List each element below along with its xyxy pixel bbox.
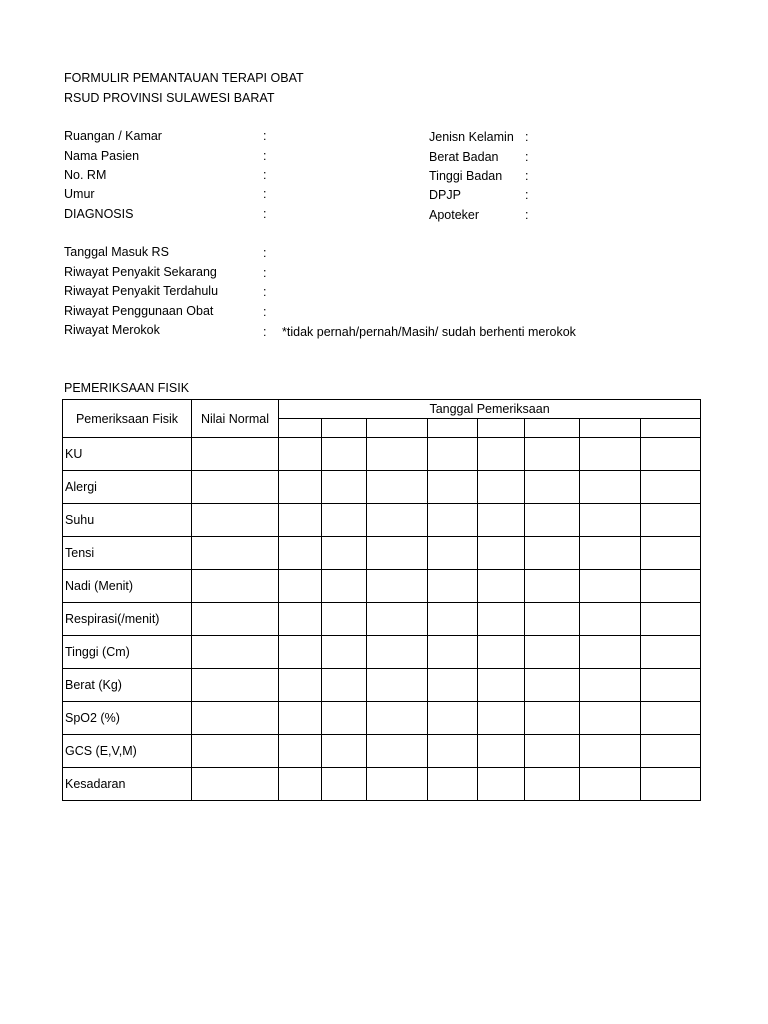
exam-date-cell[interactable]: [322, 669, 367, 702]
exam-date-cell[interactable]: [641, 537, 701, 570]
exam-date-cell[interactable]: [580, 438, 641, 471]
field-colon: :: [263, 207, 267, 221]
exam-date-cell[interactable]: [428, 504, 478, 537]
table-row: [63, 636, 701, 669]
table-row: [63, 603, 701, 636]
exam-item-label: Respirasi(/menit): [63, 603, 192, 636]
exam-date-cell[interactable]: [322, 702, 367, 735]
field-colon: :: [263, 246, 267, 260]
exam-date-cell[interactable]: [580, 570, 641, 603]
field-label-jenis-kelamin: Jenisn Kelamin: [429, 130, 514, 144]
exam-date-cell[interactable]: [641, 438, 701, 471]
exam-item-label: Tensi: [63, 537, 192, 570]
exam-date-cell[interactable]: [279, 438, 322, 471]
normal-value-cell[interactable]: [192, 702, 279, 735]
field-label-dpjp: DPJP: [429, 188, 461, 202]
smoking-options-note: *tidak pernah/pernah/Masih/ sudah berhenti merokok: [282, 325, 576, 339]
exam-item-label: Berat (Kg): [63, 669, 192, 702]
date-header-cell[interactable]: [367, 419, 428, 438]
table-row: [63, 504, 701, 537]
exam-table-body: [63, 438, 701, 801]
date-header-cell[interactable]: [580, 419, 641, 438]
date-header-cell[interactable]: [322, 419, 367, 438]
exam-date-cell[interactable]: [478, 669, 525, 702]
exam-date-cell[interactable]: [641, 603, 701, 636]
exam-date-cell[interactable]: [641, 636, 701, 669]
table-row: [63, 669, 701, 702]
exam-date-cell[interactable]: [367, 702, 428, 735]
exam-date-cell[interactable]: [367, 537, 428, 570]
physical-exam-table: [62, 399, 701, 801]
exam-date-cell[interactable]: [367, 636, 428, 669]
exam-date-cell[interactable]: [322, 471, 367, 504]
exam-date-cell[interactable]: [279, 471, 322, 504]
exam-item-label: SpO2 (%): [63, 702, 192, 735]
exam-item-label: Alergi: [63, 471, 192, 504]
exam-date-cell[interactable]: [428, 669, 478, 702]
table-row: [63, 537, 701, 570]
exam-date-cell[interactable]: [525, 603, 580, 636]
exam-date-cell[interactable]: [525, 570, 580, 603]
normal-value-cell[interactable]: [192, 669, 279, 702]
field-colon: :: [263, 266, 267, 280]
field-colon: :: [263, 129, 267, 143]
table-row: [63, 438, 701, 471]
exam-date-cell[interactable]: [428, 735, 478, 768]
exam-date-cell[interactable]: [428, 603, 478, 636]
exam-date-cell[interactable]: [367, 570, 428, 603]
section-title-pemeriksaan-fisik: PEMERIKSAAN FISIK: [64, 381, 190, 395]
normal-value-cell[interactable]: [192, 504, 279, 537]
field-colon: :: [263, 149, 267, 163]
exam-date-cell[interactable]: [641, 735, 701, 768]
field-colon: :: [263, 325, 267, 339]
date-header-cell[interactable]: [478, 419, 525, 438]
exam-date-cell[interactable]: [322, 603, 367, 636]
exam-date-cell[interactable]: [367, 438, 428, 471]
exam-date-cell[interactable]: [428, 768, 478, 801]
normal-value-cell[interactable]: [192, 570, 279, 603]
exam-date-cell[interactable]: [641, 570, 701, 603]
exam-date-cell[interactable]: [525, 768, 580, 801]
exam-date-cell[interactable]: [322, 768, 367, 801]
exam-date-cell[interactable]: [279, 570, 322, 603]
exam-date-cell[interactable]: [580, 702, 641, 735]
exam-date-cell[interactable]: [580, 471, 641, 504]
form-title: FORMULIR PEMANTAUAN TERAPI OBAT: [64, 71, 304, 85]
field-colon: :: [525, 188, 529, 202]
exam-date-cell[interactable]: [478, 438, 525, 471]
normal-value-cell[interactable]: [192, 768, 279, 801]
date-header-cell[interactable]: [641, 419, 701, 438]
table-row: [63, 768, 701, 801]
column-header-pemeriksaan-fisik: Pemeriksaan Fisik: [63, 400, 192, 438]
exam-date-cell[interactable]: [580, 603, 641, 636]
exam-date-cell[interactable]: [367, 768, 428, 801]
column-header-tanggal-pemeriksaan: Tanggal Pemeriksaan: [279, 400, 701, 419]
exam-date-cell[interactable]: [478, 570, 525, 603]
table-header-row: [63, 400, 701, 419]
field-colon: :: [525, 130, 529, 144]
field-label-riwayat-merokok: Riwayat Merokok: [64, 323, 160, 337]
exam-date-cell[interactable]: [580, 735, 641, 768]
table-row: [63, 570, 701, 603]
exam-date-cell[interactable]: [279, 735, 322, 768]
exam-date-cell[interactable]: [641, 702, 701, 735]
exam-item-label: Suhu: [63, 504, 192, 537]
normal-value-cell[interactable]: [192, 471, 279, 504]
exam-date-cell[interactable]: [279, 504, 322, 537]
table-row: [63, 471, 701, 504]
field-label-penggunaan-obat: Riwayat Penggunaan Obat: [64, 304, 214, 318]
normal-value-cell[interactable]: [192, 735, 279, 768]
field-colon: :: [525, 169, 529, 183]
exam-date-cell[interactable]: [525, 537, 580, 570]
exam-date-cell[interactable]: [428, 570, 478, 603]
exam-date-cell[interactable]: [367, 735, 428, 768]
field-label-apoteker: Apoteker: [429, 208, 480, 222]
field-colon: :: [263, 187, 267, 201]
column-header-nilai-normal: Nilai Normal: [192, 400, 279, 438]
field-colon: :: [525, 150, 529, 164]
normal-value-cell[interactable]: [192, 603, 279, 636]
hospital-name: RSUD PROVINSI SULAWESI BARAT: [64, 91, 275, 105]
exam-date-cell[interactable]: [478, 471, 525, 504]
exam-date-cell[interactable]: [367, 669, 428, 702]
exam-date-cell[interactable]: [428, 702, 478, 735]
field-colon: :: [525, 208, 529, 222]
exam-date-cell[interactable]: [580, 669, 641, 702]
exam-date-cell[interactable]: [322, 537, 367, 570]
exam-date-cell[interactable]: [367, 603, 428, 636]
date-header-cell[interactable]: [428, 419, 478, 438]
exam-date-cell[interactable]: [367, 504, 428, 537]
exam-date-cell[interactable]: [322, 735, 367, 768]
exam-date-cell[interactable]: [525, 735, 580, 768]
date-header-cell[interactable]: [525, 419, 580, 438]
exam-date-cell[interactable]: [641, 471, 701, 504]
exam-date-cell[interactable]: [367, 471, 428, 504]
field-colon: :: [263, 168, 267, 182]
exam-date-cell[interactable]: [641, 768, 701, 801]
exam-date-cell[interactable]: [428, 438, 478, 471]
exam-date-cell[interactable]: [478, 702, 525, 735]
exam-date-cell[interactable]: [478, 636, 525, 669]
exam-date-cell[interactable]: [428, 471, 478, 504]
field-colon: :: [263, 285, 267, 299]
field-label-ruangan: Ruangan / Kamar: [64, 129, 162, 143]
exam-item-label: GCS (E,V,M): [63, 735, 192, 768]
date-header-cell[interactable]: [279, 419, 322, 438]
normal-value-cell[interactable]: [192, 438, 279, 471]
exam-date-cell[interactable]: [279, 603, 322, 636]
exam-date-cell[interactable]: [580, 768, 641, 801]
exam-date-cell[interactable]: [580, 636, 641, 669]
exam-date-cell[interactable]: [641, 669, 701, 702]
field-label-tinggi-badan: Tinggi Badan: [429, 169, 503, 183]
field-label-penyakit-sekarang: Riwayat Penyakit Sekarang: [64, 265, 217, 279]
exam-date-cell[interactable]: [279, 669, 322, 702]
exam-date-cell[interactable]: [279, 537, 322, 570]
exam-date-cell[interactable]: [322, 504, 367, 537]
exam-date-cell[interactable]: [478, 537, 525, 570]
field-label-penyakit-terdahulu: Riwayat Penyakit Terdahulu: [64, 284, 219, 298]
exam-date-cell[interactable]: [525, 471, 580, 504]
exam-date-cell[interactable]: [525, 438, 580, 471]
exam-date-cell[interactable]: [478, 603, 525, 636]
exam-item-label: KU: [63, 438, 192, 471]
exam-date-cell[interactable]: [322, 570, 367, 603]
exam-date-cell[interactable]: [322, 636, 367, 669]
exam-item-label: Tinggi (Cm): [63, 636, 192, 669]
normal-value-cell[interactable]: [192, 636, 279, 669]
field-label-umur: Umur: [64, 187, 95, 201]
field-label-berat-badan: Berat Badan: [429, 150, 499, 164]
exam-date-cell[interactable]: [525, 669, 580, 702]
exam-date-cell[interactable]: [279, 768, 322, 801]
normal-value-cell[interactable]: [192, 537, 279, 570]
field-label-tanggal-masuk: Tanggal Masuk RS: [64, 245, 169, 259]
field-label-nama-pasien: Nama Pasien: [64, 149, 140, 163]
exam-date-cell[interactable]: [478, 735, 525, 768]
exam-date-cell[interactable]: [322, 438, 367, 471]
exam-item-label: Nadi (Menit): [63, 570, 192, 603]
exam-date-cell[interactable]: [580, 504, 641, 537]
exam-date-cell[interactable]: [478, 768, 525, 801]
exam-date-cell[interactable]: [428, 537, 478, 570]
exam-item-label: Kesadaran: [63, 768, 192, 801]
exam-date-cell[interactable]: [279, 636, 322, 669]
exam-date-cell[interactable]: [478, 504, 525, 537]
table-row: [63, 735, 701, 768]
exam-date-cell[interactable]: [428, 636, 478, 669]
exam-date-cell[interactable]: [580, 537, 641, 570]
exam-date-cell[interactable]: [525, 702, 580, 735]
exam-date-cell[interactable]: [525, 504, 580, 537]
exam-date-cell[interactable]: [279, 702, 322, 735]
exam-date-cell[interactable]: [641, 504, 701, 537]
field-colon: :: [263, 305, 267, 319]
exam-date-cell[interactable]: [525, 636, 580, 669]
field-label-no-rm: No. RM: [64, 168, 107, 182]
table-row: [63, 702, 701, 735]
field-label-diagnosis: DIAGNOSIS: [64, 207, 134, 221]
